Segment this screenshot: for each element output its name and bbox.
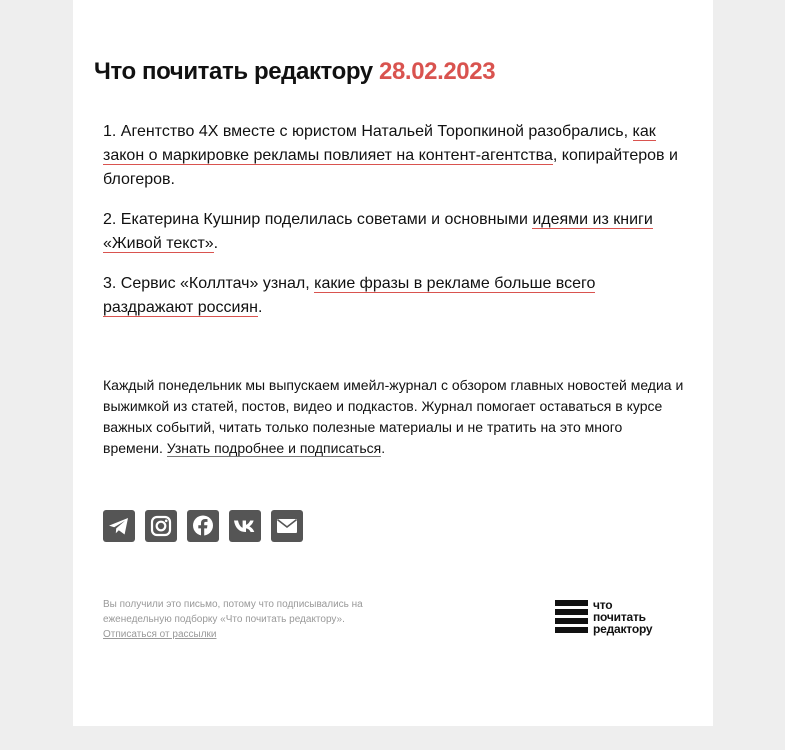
issue-date: 28.02.2023 [379, 58, 496, 85]
page-title [94, 58, 495, 86]
instagram-icon[interactable] [145, 510, 177, 542]
logo-mark-icon [555, 600, 588, 634]
item-text: 2. Екатерина Кушнир поделилась советами и основными [103, 211, 533, 228]
logo-text [593, 599, 652, 635]
about-suffix: . [381, 440, 386, 456]
logo-line: что [593, 598, 613, 612]
article-link[interactable]: какие фразы в рекламе больше всего раздражают россиян [103, 275, 596, 316]
email-icon[interactable] [271, 510, 303, 542]
item-text: 3. Сервис «Коллтач» узнал, [103, 275, 315, 292]
news-list [103, 120, 683, 336]
logo-line: почитать [593, 610, 646, 624]
item-text: 1. Агентство 4Х вместе с юристом Натальей Торопкиной разобрались, [103, 123, 633, 140]
list-item [103, 120, 683, 192]
unsubscribe-link[interactable]: Отписаться от рассылки [103, 629, 217, 640]
about-text [103, 375, 685, 459]
article-link[interactable]: идеями из книги «Живой текст» [103, 211, 653, 252]
list-item [103, 208, 683, 256]
item-text: , копирайтеров и блогеров. [103, 147, 678, 188]
footer-note [103, 597, 393, 642]
footer-reason: Вы получили это письмо, потому что подписывались на еженедельную подборку «Что почитать редактору». [103, 599, 363, 625]
item-text: . [213, 235, 219, 252]
vk-icon[interactable] [229, 510, 261, 542]
facebook-icon[interactable] [187, 510, 219, 542]
list-item [103, 272, 683, 320]
email-card [73, 0, 713, 726]
logo-line: редактору [593, 622, 653, 636]
social-links [103, 510, 303, 542]
brand-logo [555, 600, 685, 638]
about-body: Каждый понедельник мы выпускаем имейл-журнал с обзором главных новостей медиа и выжимкой из статей, постов, видео и подкастов. Журнал помогает оставаться в курсе важных событий, читать только полезные материалы и не тратить на это много времени. [103, 377, 684, 456]
telegram-icon[interactable] [103, 510, 135, 542]
title-text: Что почитать редактору [94, 58, 373, 85]
article-link[interactable]: как закон о маркировке рекламы повлияет на контент-агентства [103, 123, 656, 164]
subscribe-link[interactable]: Узнать подробнее и подписаться [166, 440, 382, 456]
item-text: . [258, 299, 263, 316]
